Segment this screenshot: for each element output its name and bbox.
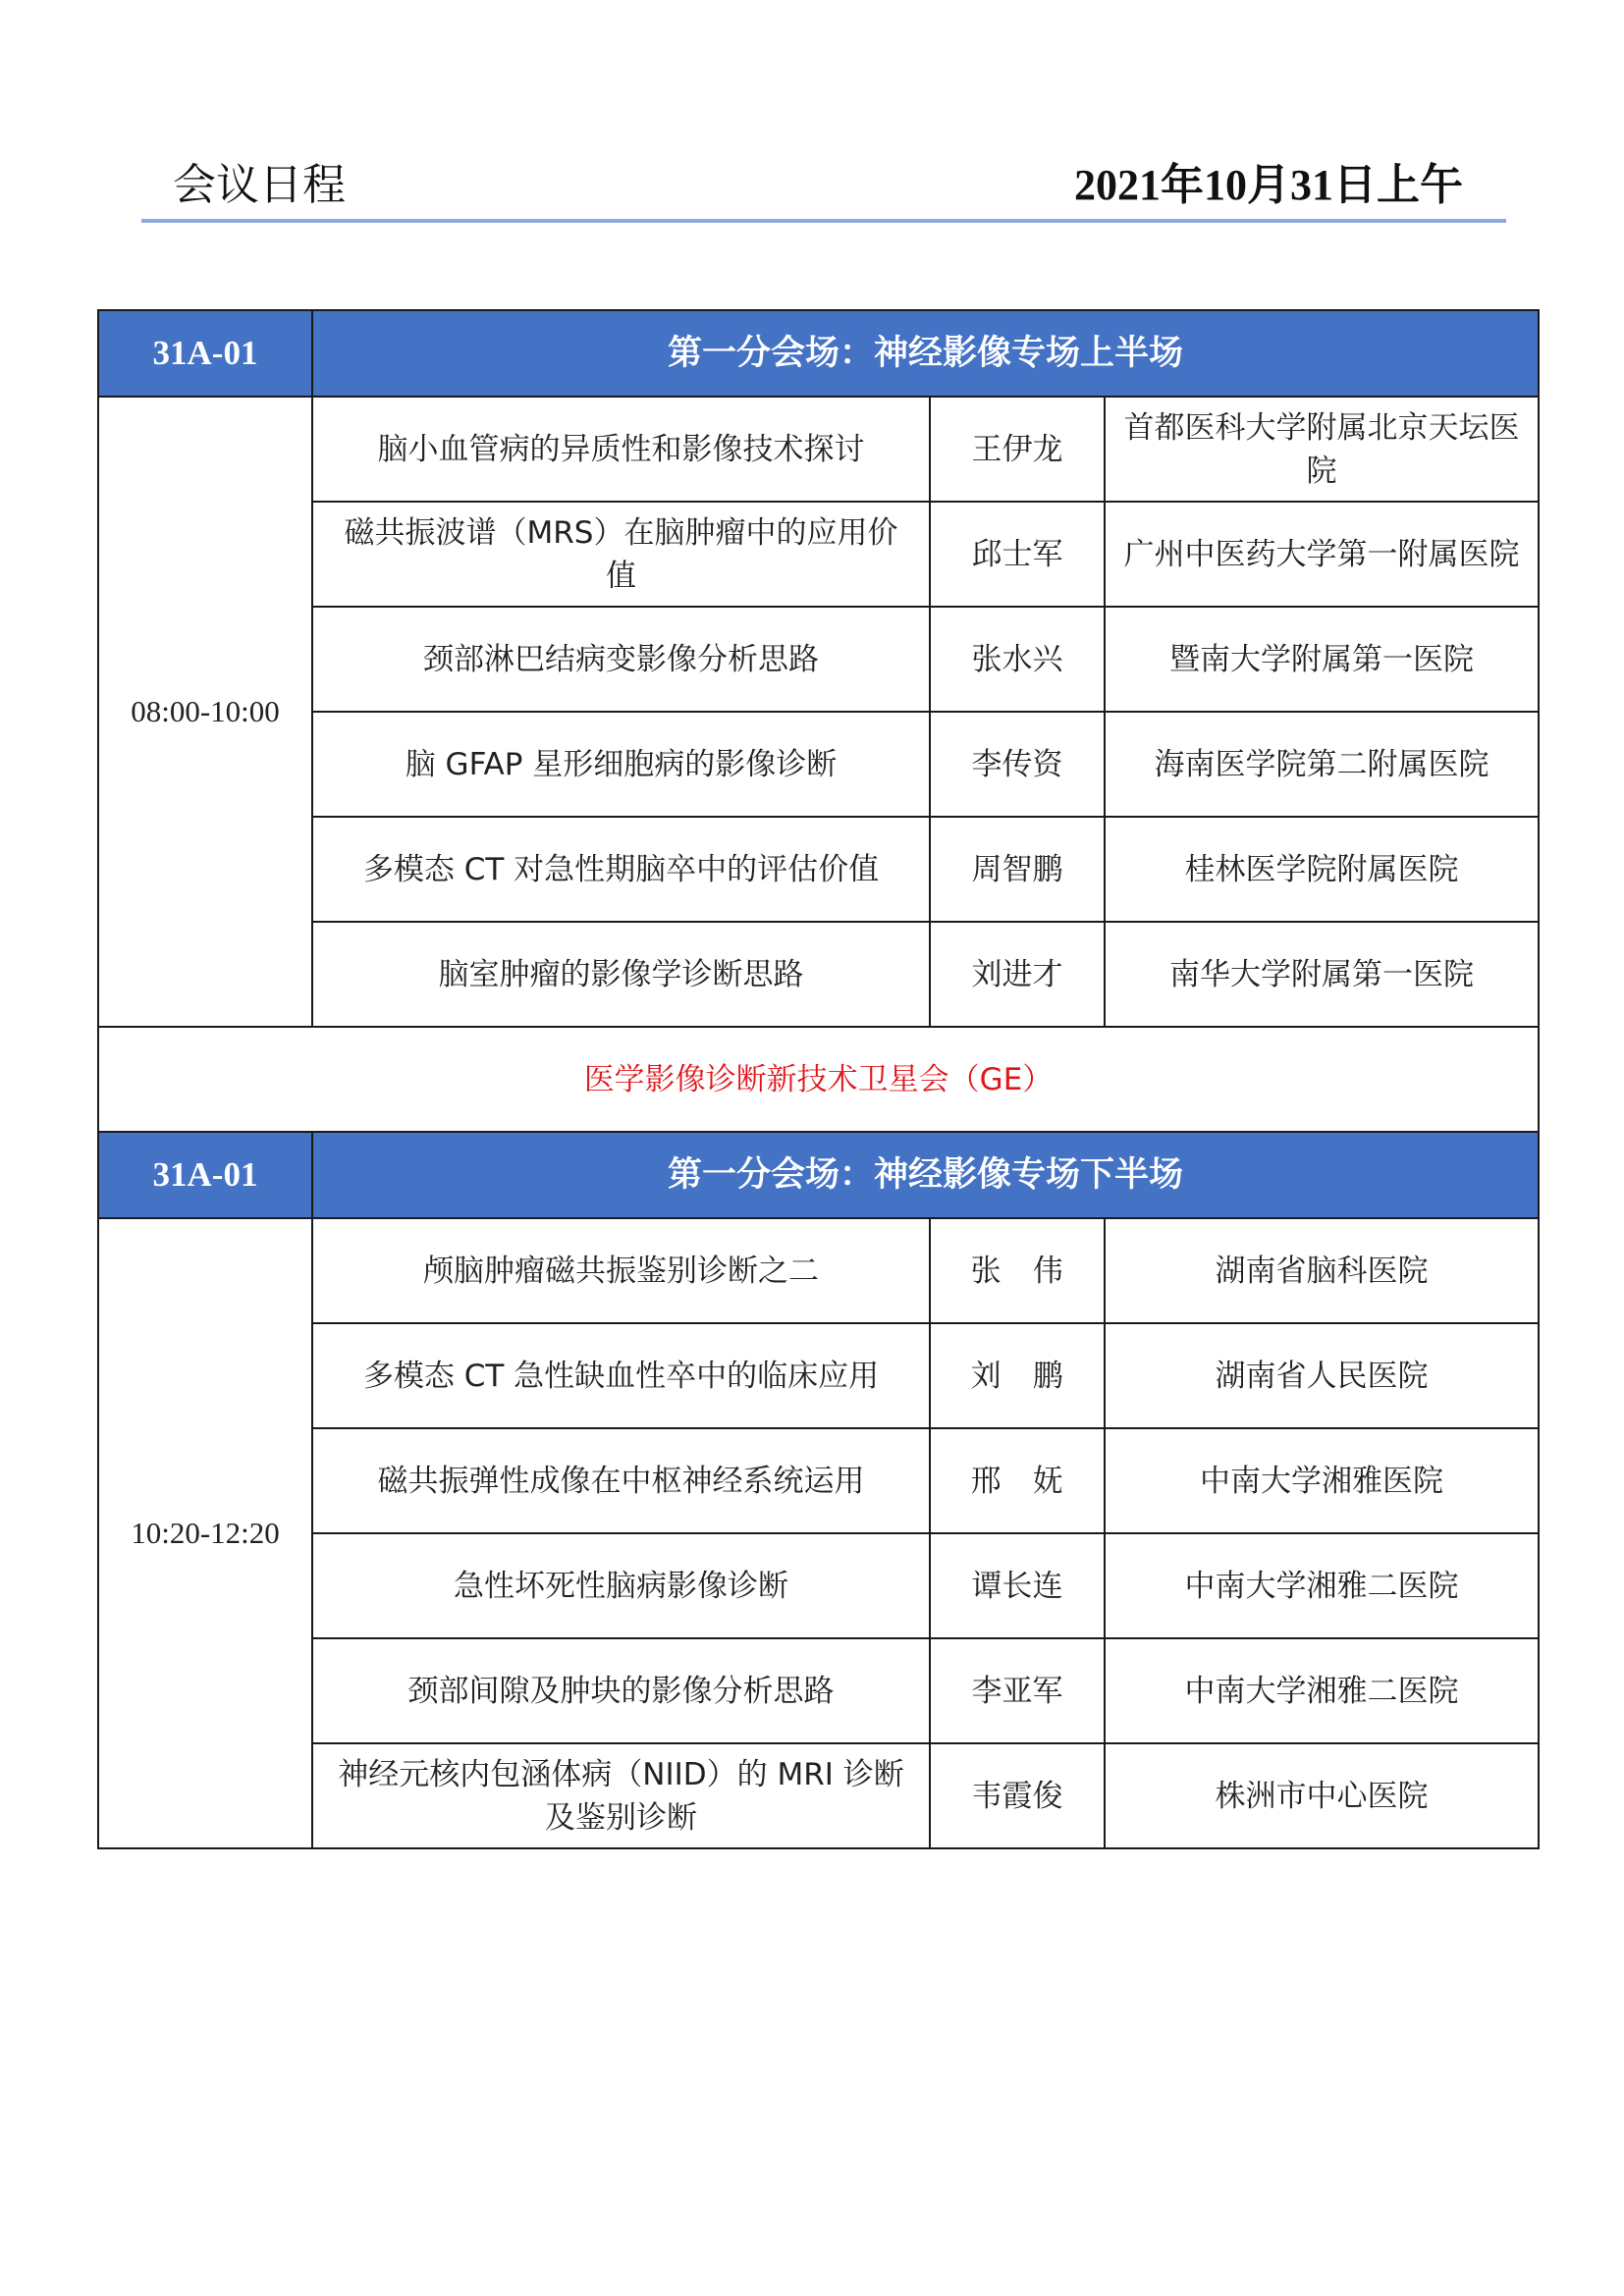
talk-speaker: 周智鹏 <box>930 817 1105 922</box>
talk-speaker: 张水兴 <box>930 607 1105 712</box>
talk-topic: 磁共振弹性成像在中枢神经系统运用 <box>312 1428 930 1533</box>
talk-speaker: 张 伟 <box>930 1218 1105 1323</box>
schedule-table <box>97 309 1540 1849</box>
talk-affiliation: 湖南省人民医院 <box>1105 1323 1539 1428</box>
table-row <box>98 1323 1539 1428</box>
session-code: 31A-01 <box>98 310 312 397</box>
talk-topic: 颅脑肿瘤磁共振鉴别诊断之二 <box>312 1218 930 1323</box>
session-title: 第一分会场：神经影像专场上半场 <box>312 310 1539 397</box>
table-row <box>98 1533 1539 1638</box>
talk-topic: 脑 GFAP 星形细胞病的影像诊断 <box>312 712 930 817</box>
talk-affiliation: 湖南省脑科医院 <box>1105 1218 1539 1323</box>
page-title: 会议日程 <box>173 160 346 210</box>
talk-speaker: 谭长连 <box>930 1533 1105 1638</box>
talk-speaker: 邢 妩 <box>930 1428 1105 1533</box>
talk-affiliation: 中南大学湘雅二医院 <box>1105 1533 1539 1638</box>
table-row <box>98 1428 1539 1533</box>
session-code: 31A-01 <box>98 1132 312 1218</box>
talk-topic: 急性坏死性脑病影像诊断 <box>312 1533 930 1638</box>
time-slot: 10:20-12:20 <box>98 1218 312 1848</box>
talk-affiliation: 广州中医药大学第一附属医院 <box>1105 502 1539 607</box>
talk-affiliation: 株洲市中心医院 <box>1105 1743 1539 1848</box>
satellite-row <box>98 1027 1539 1132</box>
table-row <box>98 502 1539 607</box>
talk-topic: 磁共振波谱（MRS）在脑肿瘤中的应用价值 <box>312 502 930 607</box>
table-row <box>98 817 1539 922</box>
talk-topic: 神经元核内包涵体病（NIID）的 MRI 诊断及鉴别诊断 <box>312 1743 930 1848</box>
session-header-row <box>98 310 1539 397</box>
session-title: 第一分会场：神经影像专场下半场 <box>312 1132 1539 1218</box>
talk-affiliation: 中南大学湘雅二医院 <box>1105 1638 1539 1743</box>
talk-affiliation: 海南医学院第二附属医院 <box>1105 712 1539 817</box>
talk-affiliation: 中南大学湘雅医院 <box>1105 1428 1539 1533</box>
talk-topic: 脑室肿瘤的影像学诊断思路 <box>312 922 930 1027</box>
talk-topic: 多模态 CT 急性缺血性卒中的临床应用 <box>312 1323 930 1428</box>
table-row <box>98 1638 1539 1743</box>
table-row <box>98 1743 1539 1848</box>
talk-affiliation: 首都医科大学附属北京天坛医院 <box>1105 397 1539 502</box>
satellite-session: 医学影像诊断新技术卫星会（GE） <box>98 1027 1539 1132</box>
talk-speaker: 韦霞俊 <box>930 1743 1105 1848</box>
table-row <box>98 607 1539 712</box>
talk-speaker: 邱士军 <box>930 502 1105 607</box>
talk-speaker: 王伊龙 <box>930 397 1105 502</box>
page-header <box>141 151 1506 220</box>
talk-speaker: 刘进才 <box>930 922 1105 1027</box>
table-row <box>98 397 1539 502</box>
talk-affiliation: 桂林医学院附属医院 <box>1105 817 1539 922</box>
time-slot: 08:00-10:00 <box>98 397 312 1027</box>
session-header-row <box>98 1132 1539 1218</box>
table-row <box>98 922 1539 1027</box>
header-divider <box>141 219 1506 223</box>
talk-topic: 多模态 CT 对急性期脑卒中的评估价值 <box>312 817 930 922</box>
talk-topic: 颈部淋巴结病变影像分析思路 <box>312 607 930 712</box>
talk-affiliation: 暨南大学附属第一医院 <box>1105 607 1539 712</box>
talk-topic: 颈部间隙及肿块的影像分析思路 <box>312 1638 930 1743</box>
page-date: 2021年10月31日上午 <box>1074 161 1463 209</box>
talk-speaker: 刘 鹏 <box>930 1323 1105 1428</box>
talk-speaker: 李亚军 <box>930 1638 1105 1743</box>
table-row <box>98 1218 1539 1323</box>
talk-speaker: 李传资 <box>930 712 1105 817</box>
talk-affiliation: 南华大学附属第一医院 <box>1105 922 1539 1027</box>
talk-topic: 脑小血管病的异质性和影像技术探讨 <box>312 397 930 502</box>
table-row <box>98 712 1539 817</box>
